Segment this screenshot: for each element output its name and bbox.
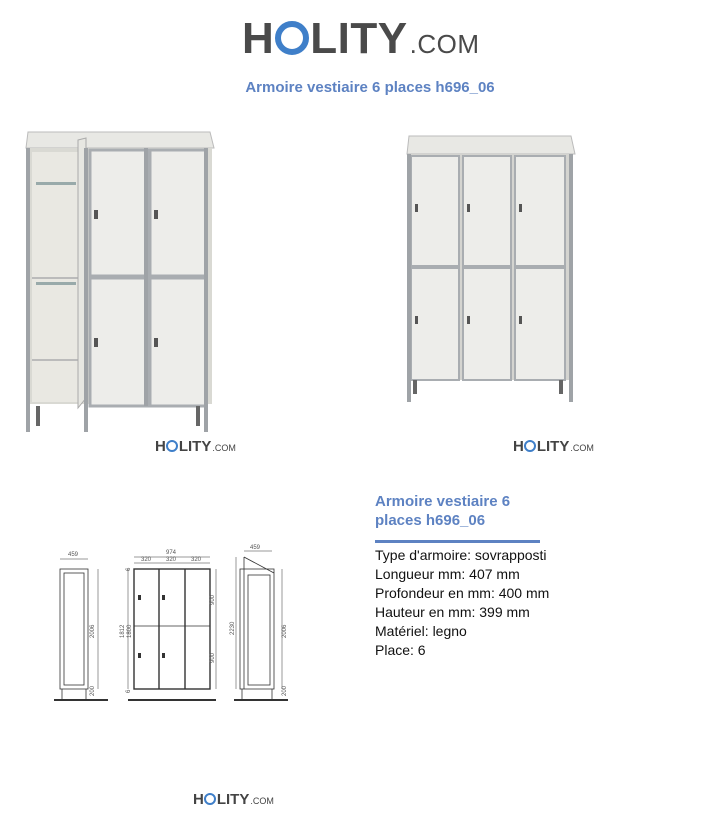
- spec-title-line2: places h696_06: [375, 512, 486, 529]
- spec-item-type: Type d'armoire: sovrapposti: [375, 547, 547, 563]
- logo-ring-icon: [166, 440, 178, 452]
- spec-item-material: Matériel: legno: [375, 623, 467, 639]
- spec-item-places: Place: 6: [375, 642, 426, 658]
- dim-left-feet: 200: [90, 685, 96, 696]
- product-photo-closed: [405, 134, 577, 404]
- spec-item-height: Hauteur en mm: 399 mm: [375, 604, 530, 620]
- logo-ring-icon: [275, 21, 309, 55]
- logo-ring-icon: [204, 793, 216, 805]
- technical-drawing: [50, 543, 300, 708]
- product-photo-open: [24, 128, 220, 436]
- side-view-right: [234, 551, 288, 700]
- dim-bottom-6: 6: [126, 689, 132, 693]
- brand-logo-small-1: H LITY .COM: [155, 438, 236, 455]
- side-view-left: [54, 559, 108, 700]
- spec-list: [375, 546, 549, 660]
- front-view: [128, 557, 216, 700]
- dim-upper-900: 900: [210, 594, 216, 605]
- dim-left-width: 459: [68, 552, 79, 558]
- logo-ring-icon: [524, 440, 536, 452]
- spec-divider: [375, 540, 540, 543]
- dim-left-height: 2006: [90, 624, 96, 638]
- brand-logo: H LITY .COM: [242, 14, 480, 63]
- dim-col2: 320: [166, 557, 177, 563]
- dim-col3: 320: [191, 557, 202, 563]
- dim-total-width: 974: [166, 550, 177, 556]
- dim-right-height: 2006: [282, 624, 288, 638]
- brand-logo-small-2: H LITY .COM: [513, 438, 594, 455]
- dim-inner-1812: 1812: [120, 624, 126, 638]
- spec-title-line1: Armoire vestiaire 6: [375, 493, 511, 510]
- spec-item-depth: Profondeur en mm: 400 mm: [375, 585, 550, 601]
- dim-total-height: 2230: [230, 621, 236, 635]
- brand-logo-small-3: H LITY .COM: [193, 791, 274, 808]
- dim-inner-1800: 1800: [127, 624, 133, 638]
- dim-lower-900: 900: [210, 652, 216, 663]
- dim-col1: 320: [141, 557, 152, 563]
- dim-right-feet: 200: [282, 685, 288, 696]
- dim-right-width: 459: [250, 545, 261, 551]
- page-title: Armoire vestiaire 6 places h696_06: [245, 79, 495, 96]
- spec-title: [375, 492, 575, 530]
- dim-top-6: 6: [126, 567, 132, 571]
- spec-item-length: Longueur mm: 407 mm: [375, 566, 520, 582]
